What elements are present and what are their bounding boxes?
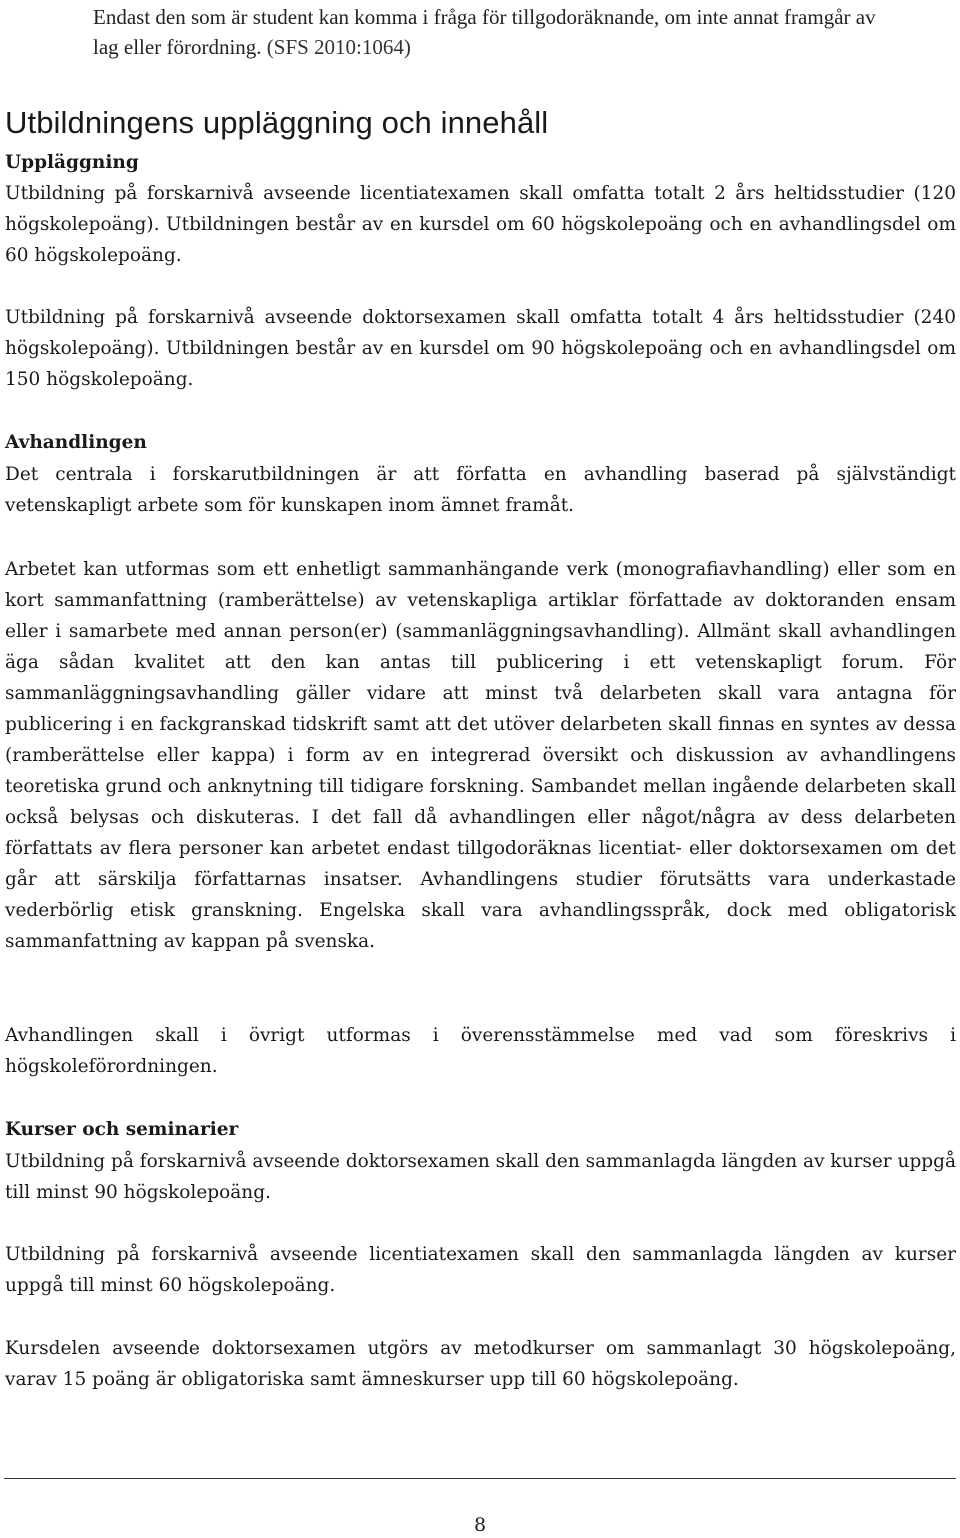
paragraph-licentiat-omfattning: Utbildning på forskarnivå avseende licentiatexamen skall omfatta totalt 2 års heltidsstudier (120 högskolepoäng). Utbildningen består av en kursdel om 60 högskolepoäng och en avhandlingsdel om 60 högskolepoäng. bbox=[5, 183, 956, 266]
intro-reference: (SFS 2010:1064) bbox=[266, 35, 411, 59]
section-title-kurser: Kurser och seminarier bbox=[5, 1119, 239, 1140]
paragraph-kurser-doktor: Utbildning på forskarnivå avseende doktorsexamen skall den sammanlagda längden av kurser uppgå till minst 90 högskolepoäng. bbox=[5, 1151, 957, 1203]
paragraph-doktor-omfattning: Utbildning på forskarnivå avseende doktorsexamen skall omfatta totalt 4 års heltidsstudier (240 högskolepoäng). Utbildningen består av en kursdel om 90 högskolepoäng och en avhandlingsdel om 150 högskolepoäng. bbox=[5, 307, 956, 390]
paragraph-kurser-licentiat: Utbildning på forskarnivå avseende licentiatexamen skall den sammanlagda längden av kurser uppgå till minst 60 högskolepoäng. bbox=[5, 1244, 956, 1296]
intro-paragraph bbox=[93, 2, 883, 62]
paragraph-avhandling-utformning: Arbetet kan utformas som ett enhetligt sammanhängande verk (monografiavhandling) eller som en kort sammanfattning (ramberättelse) av vetenskapliga artiklar författade av doktoranden ensam eller i samarbete med annan person(er) (sammanläggningsavhandling). Allmänt skall avhandlingen äga sådan kvalitet att den kan antas till publicering i ett vetenskapligt forum. För sammanläggningsavhandling gäller vidare att minst två delarbeten skall vara antagna för publicering i en fackgranskad tidskrift samt att det utöver delarbeten skall finnas en syntes av dessa (ramberättelse eller kappa) i form av en integrerad översikt och diskussion av avhandlingens teoretiska grund och anknytning till tidigare forskning. Sambandet mellan ingående delarbeten skall också belysas och diskuteras. I det fall då avhandlingen eller något/några av dess delarbeten författats av flera personer kan arbetet endast tillgodoräknas licentiat- eller doktorsexamen om det går att särskilja författarnas insatser. Avhandlingens studier förutsätts vara underkastade vederbörlig etisk granskning. Engelska skall vara avhandlingsspråk, dock med obligatorisk sammanfattning av kappan på svenska. bbox=[5, 559, 956, 952]
page-heading: Utbildningens uppläggning och innehåll bbox=[5, 105, 549, 140]
paragraph-kursdel: Kursdelen avseende doktorsexamen utgörs av metodkurser om sammanlagt 30 högskolepoäng, varav 15 poäng är obligatoriska samt ämneskurser upp till 60 högskolepoäng. bbox=[5, 1338, 956, 1390]
paragraph-avhandling-hogskoleforordning: Avhandlingen skall i övrigt utformas i överensstämmelse med vad som föreskrivs i högskoleförordningen. bbox=[5, 1025, 956, 1077]
document-page bbox=[4, 0, 956, 1537]
section-title-upplaggning: Uppläggning bbox=[5, 152, 139, 173]
section-title-avhandlingen: Avhandlingen bbox=[5, 432, 147, 453]
paragraph-avhandling-centralt: Det centrala i forskarutbildningen är att författa en avhandling baserad på självständigt vetenskapligt arbete som för kunskapen inom ämnet framåt. bbox=[5, 464, 956, 516]
intro-text: Endast den som är student kan komma i fråga för tillgodoräknande, om inte annat framgår av lag eller förordning. bbox=[93, 5, 876, 59]
page-number: 8 bbox=[473, 1514, 487, 1536]
footer-divider bbox=[4, 1478, 956, 1479]
